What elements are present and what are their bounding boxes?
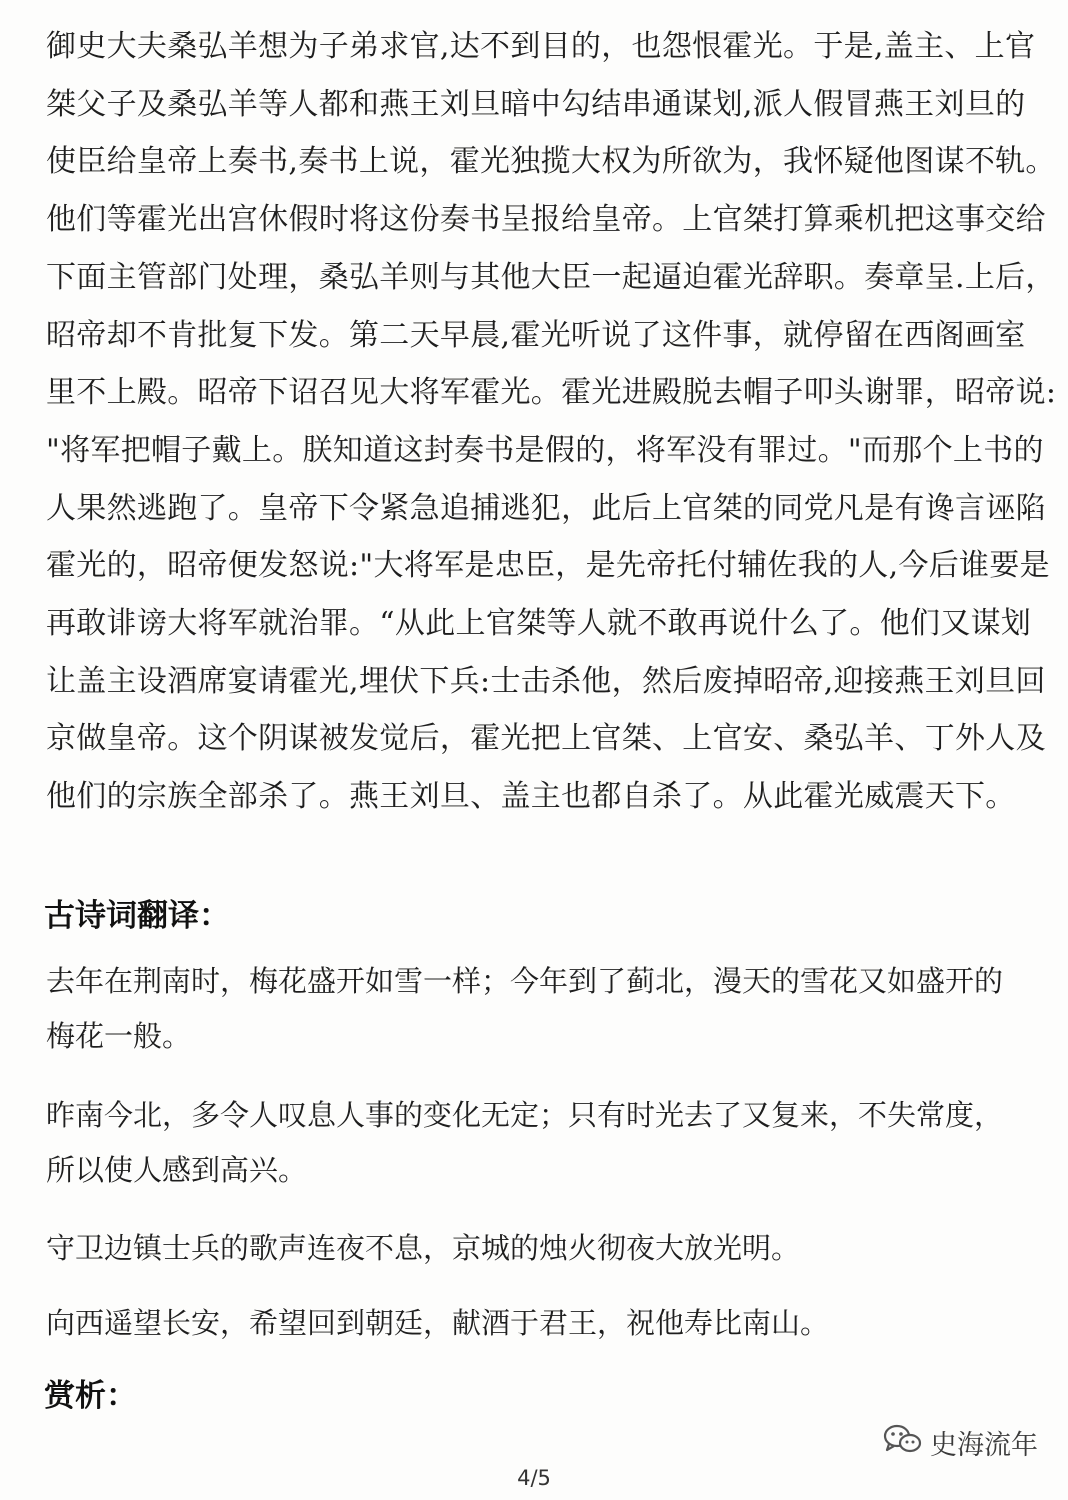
page-number: 4/5 <box>517 1466 551 1490</box>
history-passage <box>46 18 1057 826</box>
translation-line: 所以使人感到高兴。 <box>46 1153 308 1187</box>
passage-line: 他们的宗族全部杀了。燕王刘旦、盖主也都自杀了。从此霍光威震天下。 <box>46 779 1016 815</box>
passage-line: 御史大夫桑弘羊想为子弟求官,达不到目的，也怨恨霍光。于是,盖主、上官 <box>46 29 1036 64</box>
passage-line: 里不上殿。昭帝下诏召见大将军霍光。霍光进殿脱去帽子叩头谢罪，昭帝说: <box>46 375 1057 411</box>
passage-line: 京做皇帝。这个阴谋被发觉后，霍光把上官桀、上官安、桑弘羊、丁外人及 <box>46 721 1046 757</box>
translation-paragraph-3: 守卫边镇士兵的歌声连夜不息，京城的烛火彻夜大放光明。 <box>46 1231 801 1265</box>
translation-paragraph-2 <box>46 1088 1003 1198</box>
translation-line: 昨南今北，多令人叹息人事的变化无定；只有时光去了又复来，不失常度， <box>46 1098 1004 1132</box>
watermark-text: 史海流年 <box>930 1430 1038 1461</box>
passage-line: "将军把帽子戴上。朕知道这封奏书是假的，将军没有罪过。"而那个上书的 <box>46 432 1044 468</box>
passage-line: 下面主管部门处理，桑弘羊则与其他大臣一起逼迫霍光辞职。奏章呈.上后， <box>46 259 1056 295</box>
translation-paragraph-1 <box>46 954 1003 1064</box>
passage-line: 让盖主设酒席宴请霍光,埋伏下兵:士击杀他，然后废掉昭帝,迎接燕王刘旦回 <box>46 663 1046 699</box>
passage-line: 使臣给皇帝上奏书,奏书上说，霍光独揽大权为所欲为，我怀疑他图谋不轨。 <box>46 144 1056 180</box>
translation-paragraph-4: 向西遥望长安，希望回到朝廷，献酒于君王，祝他寿比南山。 <box>46 1306 830 1340</box>
passage-line: 再敢诽谤大将军就治罪。“从此上官桀等人就不敢再说什么了。他们又谋划 <box>46 606 1032 642</box>
wechat-watermark <box>882 1423 1038 1462</box>
translation-line: 去年在荆南时，梅花盛开如雪一样；今年到了蓟北，漫天的雪花又如盛开的 <box>46 964 1004 998</box>
passage-line: 人果然逃跑了。皇帝下令紧急追捕逃犯，此后上官桀的同党凡是有谗言诬陷 <box>46 490 1046 526</box>
translation-line: 梅花一般。 <box>46 1019 192 1053</box>
passage-line: 桀父子及桑弘羊等人都和燕王刘旦暗中勾结串通谋划,派人假冒燕王刘旦的 <box>46 86 1026 122</box>
translation-heading: 古诗词翻译： <box>44 898 230 934</box>
appreciation-heading: 赏析： <box>44 1378 137 1414</box>
passage-line: 霍光的，昭帝便发怒说:"大将军是忠臣，是先帝托付辅佐我的人,今后谁要是 <box>46 548 1050 584</box>
passage-line: 他们等霍光出宫休假时将这份奏书呈报给皇帝。上官桀打算乘机把这事交给 <box>46 202 1046 238</box>
passage-line: 昭帝却不肯批复下发。第二天早晨,霍光听说了这件事，就停留在西阁画室 <box>46 317 1026 353</box>
wechat-icon <box>882 1423 922 1462</box>
